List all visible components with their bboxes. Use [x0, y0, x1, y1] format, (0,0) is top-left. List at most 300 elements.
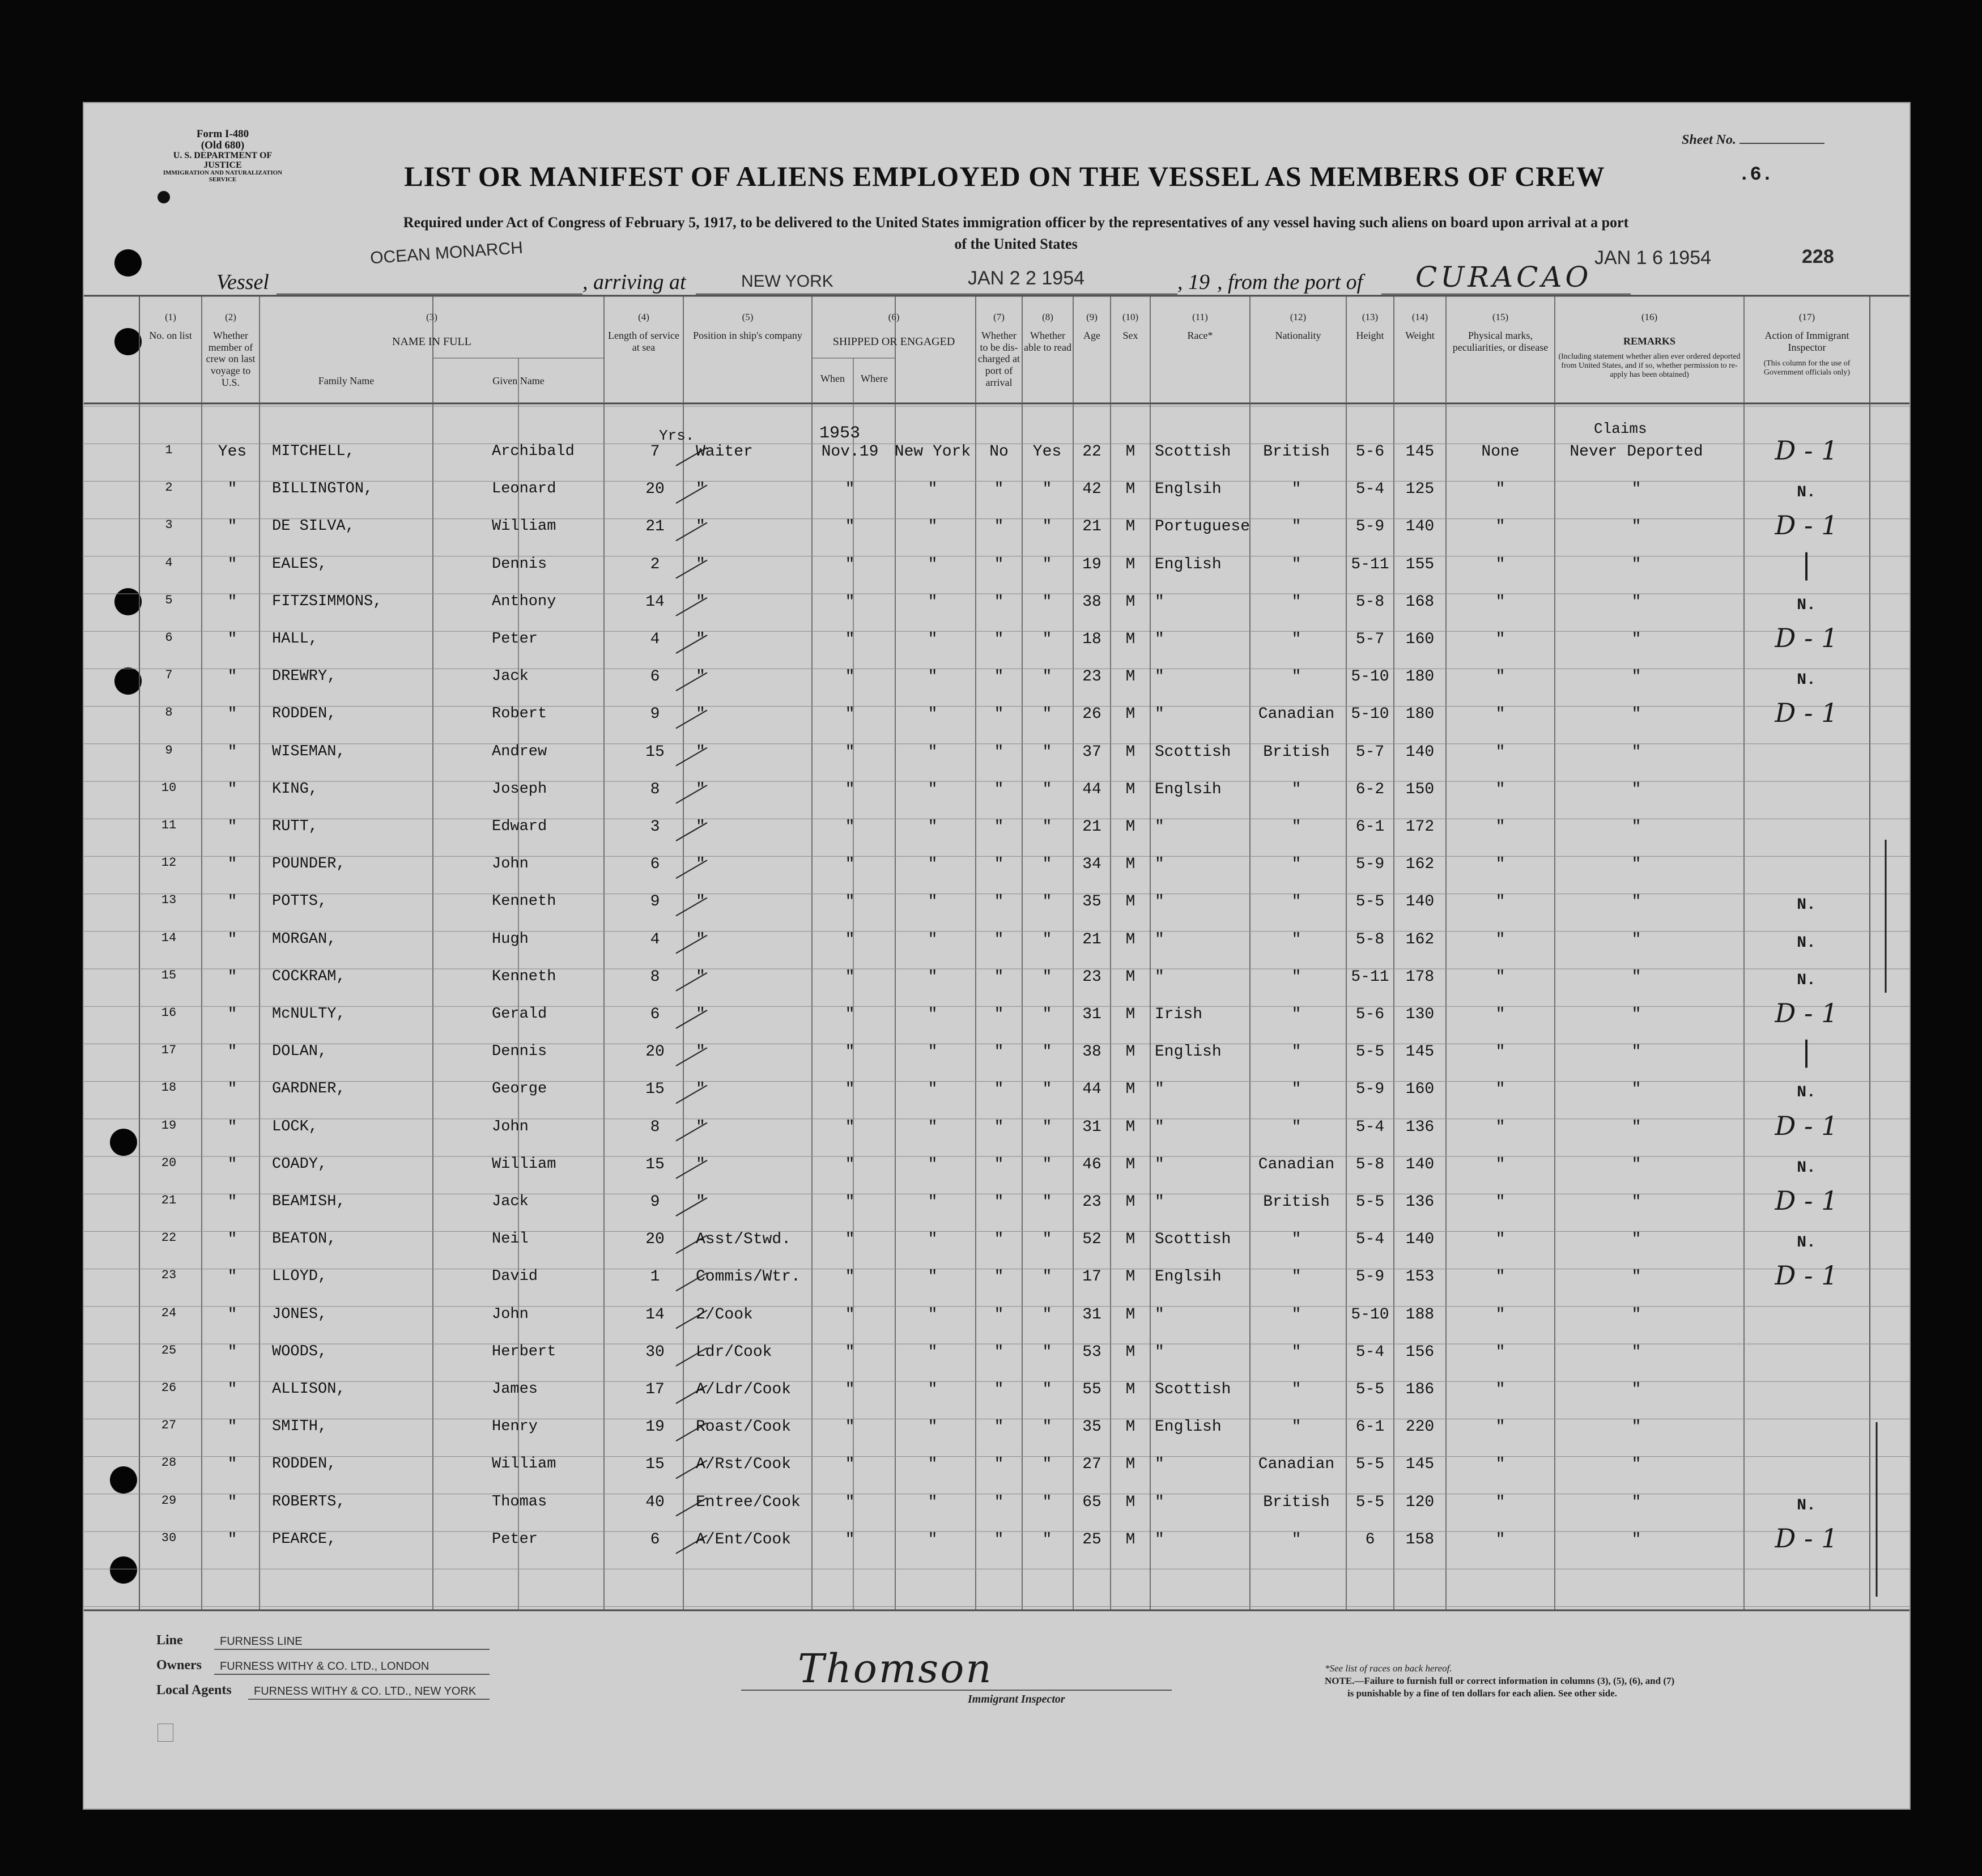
family-name: POTTS,	[272, 893, 328, 911]
discharged: "	[994, 1305, 1004, 1324]
height: 5-10	[1351, 705, 1389, 724]
weight: 180	[1405, 705, 1435, 724]
family-name: SMITH,	[272, 1418, 328, 1436]
sex: M	[1125, 818, 1135, 836]
age: 46	[1082, 1155, 1101, 1173]
inspector-action: D - 1	[1775, 697, 1838, 729]
weight: 145	[1405, 443, 1435, 461]
height: 5-8	[1355, 930, 1385, 948]
given-name: Dennis	[492, 1043, 547, 1061]
column-number: (12)	[1290, 312, 1307, 322]
sex: M	[1125, 518, 1135, 536]
age: 26	[1082, 705, 1101, 724]
family-name: MORGAN,	[272, 930, 337, 948]
given-name: Anthony	[492, 593, 556, 610]
able-to-read: "	[1042, 818, 1052, 836]
family-name: WOODS,	[272, 1343, 328, 1360]
shipped-when: "	[845, 1493, 855, 1511]
remarks: "	[1631, 1193, 1641, 1211]
remarks: Never Deported	[1570, 443, 1703, 461]
able-to-read: "	[1042, 1343, 1052, 1361]
family-name: LLOYD,	[272, 1268, 328, 1286]
row-number: 2	[165, 480, 173, 495]
sex: M	[1125, 743, 1135, 761]
race: "	[1155, 1155, 1164, 1173]
nationality: Canadian	[1258, 1155, 1335, 1173]
physical-marks: "	[1495, 593, 1505, 611]
position: Commis/Wtr.	[696, 1268, 801, 1286]
race: "	[1155, 1193, 1164, 1211]
row-number: 20	[161, 1155, 177, 1170]
shipped-where: "	[928, 743, 938, 761]
shipped-where: "	[928, 818, 938, 836]
service-years: 30	[645, 1343, 665, 1361]
age: 27	[1082, 1456, 1101, 1474]
given-name: David	[492, 1268, 538, 1286]
subheader-family-name: Family Name	[318, 375, 375, 386]
sex: M	[1125, 631, 1135, 648]
departure-port: CURACAO	[1415, 261, 1592, 293]
nationality: "	[1291, 1043, 1302, 1061]
shipped-where: "	[928, 856, 938, 874]
shipped-when: "	[845, 1080, 855, 1099]
physical-marks: "	[1495, 1193, 1505, 1211]
shipped-where: "	[928, 518, 938, 536]
given-name: Hugh	[492, 930, 529, 948]
height: 5-5	[1355, 893, 1385, 911]
shipped-when: "	[845, 780, 855, 798]
shipped-where: "	[928, 780, 938, 798]
remarks: "	[1631, 1530, 1641, 1549]
from-port-label: , from the port of	[1217, 270, 1363, 294]
family-name: DOLAN,	[272, 1043, 328, 1061]
discharged: "	[994, 1043, 1004, 1061]
family-name: EALES,	[272, 555, 328, 573]
position: "	[696, 856, 705, 874]
weight: 140	[1405, 893, 1435, 911]
given-name: Jack	[492, 1193, 529, 1210]
shipped-when: "	[845, 631, 855, 648]
nationality: "	[1291, 1080, 1302, 1099]
position: "	[696, 518, 705, 536]
height: 6	[1365, 1530, 1375, 1549]
race: Englsih	[1155, 480, 1222, 499]
department: U. S. DEPARTMENT OF JUSTICE	[173, 150, 273, 170]
age: 31	[1082, 1305, 1101, 1324]
inspector-action: D - 1	[1775, 623, 1838, 653]
remarks: "	[1631, 780, 1641, 798]
service-years: 15	[645, 1155, 665, 1173]
row-number: 15	[161, 968, 177, 982]
inspector-label: Immigrant Inspector	[968, 1693, 1065, 1705]
weight: 160	[1405, 1080, 1435, 1099]
able-to-read: "	[1042, 1006, 1052, 1023]
nationality: "	[1291, 1381, 1302, 1398]
given-name: William	[492, 518, 556, 535]
height: 5-9	[1355, 1268, 1385, 1286]
given-name: Joseph	[492, 780, 547, 798]
physical-marks: "	[1495, 1231, 1505, 1249]
sex: M	[1125, 1493, 1135, 1511]
remarks: "	[1631, 893, 1641, 911]
given-name: William	[492, 1456, 556, 1473]
shipped-when: "	[845, 518, 855, 536]
column-number: (7)	[993, 312, 1005, 322]
height: 5-11	[1351, 555, 1389, 573]
manifest-sheet	[83, 102, 1911, 1810]
row-number: 9	[165, 743, 173, 758]
race: "	[1155, 668, 1164, 686]
nationality: "	[1291, 593, 1302, 611]
race: Englsih	[1155, 1268, 1222, 1286]
service-years: 9	[650, 705, 660, 724]
last-voyage: "	[227, 1155, 237, 1173]
shipped-when: "	[845, 1043, 855, 1061]
height: 5-4	[1355, 1118, 1385, 1136]
nationality: "	[1291, 631, 1302, 648]
last-voyage: "	[227, 705, 237, 724]
able-to-read: "	[1042, 1193, 1052, 1211]
shipped-where: "	[928, 1118, 938, 1136]
nationality: "	[1291, 1530, 1302, 1549]
given-name: James	[492, 1381, 538, 1398]
service-years: 21	[645, 518, 665, 536]
weight: 155	[1405, 555, 1435, 573]
shipped-where: "	[928, 1006, 938, 1023]
race: "	[1155, 1530, 1164, 1549]
shipped-where: "	[928, 1193, 938, 1211]
inspector-action: N.	[1797, 1084, 1816, 1102]
inspector-action: N.	[1797, 671, 1816, 690]
shipped-when: "	[845, 705, 855, 724]
height: 5-7	[1355, 743, 1385, 761]
remarks: "	[1631, 1155, 1641, 1173]
column-header: Sex	[1122, 330, 1138, 341]
service-years: 6	[650, 1006, 660, 1023]
shipped-when: "	[845, 593, 855, 611]
shipped-where: "	[928, 1231, 938, 1249]
weight: 140	[1405, 1155, 1435, 1173]
race: Englsih	[1155, 780, 1222, 798]
family-name: BEATON,	[272, 1231, 337, 1248]
given-name: Thomas	[492, 1493, 547, 1511]
column-number: (10)	[1122, 312, 1139, 322]
discharged: "	[994, 705, 1004, 724]
able-to-read: "	[1042, 1381, 1052, 1398]
column-number: (8)	[1042, 312, 1053, 322]
position: "	[696, 480, 705, 499]
shipped-when: "	[845, 555, 855, 573]
inspector-action: N.	[1797, 596, 1816, 614]
height: 5-8	[1355, 1155, 1385, 1173]
row-number: 24	[161, 1305, 177, 1320]
column-number: (13)	[1362, 312, 1379, 322]
inspector-action: N.	[1797, 934, 1816, 952]
row-number: 16	[161, 1006, 177, 1020]
physical-marks: "	[1495, 1343, 1505, 1361]
position: "	[696, 705, 705, 724]
column-number: (6)	[888, 312, 900, 322]
discharged: "	[994, 1231, 1004, 1249]
sex: M	[1125, 668, 1135, 686]
shipped-where: "	[928, 1080, 938, 1099]
last-voyage: "	[227, 1381, 237, 1398]
height: 6-1	[1355, 1418, 1385, 1436]
weight: 180	[1405, 668, 1435, 686]
row-number: 29	[161, 1493, 177, 1508]
family-name: COADY,	[272, 1155, 328, 1173]
discharged: "	[994, 1343, 1004, 1361]
column-header: Weight	[1405, 330, 1435, 341]
height: 5-5	[1355, 1193, 1385, 1211]
service: IMMIGRATION AND NATURALIZATION SERVICE	[163, 169, 283, 184]
discharged: "	[994, 1080, 1004, 1099]
race: Portuguese	[1155, 518, 1251, 536]
physical-marks: "	[1495, 1006, 1505, 1023]
service-years: 20	[645, 1231, 665, 1249]
inspector-action: D - 1	[1775, 1260, 1838, 1291]
position: A/Rst/Cook	[696, 1456, 792, 1474]
year-label: , 19	[1177, 270, 1210, 294]
row-number: 18	[161, 1080, 177, 1095]
service-years: 14	[645, 593, 665, 611]
shipped-when: Nov.19	[821, 443, 879, 461]
inspector-action: N.	[1797, 484, 1816, 502]
height: 5-6	[1355, 1006, 1385, 1023]
column-header: Whether able to read	[1024, 330, 1071, 353]
years-unit-label: Yrs.	[659, 427, 695, 444]
column-number: (1)	[165, 312, 176, 322]
remarks: "	[1631, 593, 1641, 611]
sex: M	[1125, 968, 1135, 986]
physical-marks: "	[1495, 1381, 1505, 1398]
claims-label: Claims	[1594, 420, 1647, 437]
action-note: (This column for the use of Government officials only)	[1763, 359, 1851, 377]
given-name: Andrew	[492, 743, 547, 760]
race: "	[1155, 1493, 1164, 1511]
row-number: 25	[161, 1343, 177, 1358]
service-years: 4	[650, 930, 660, 948]
age: 35	[1082, 893, 1101, 911]
remarks: "	[1631, 968, 1641, 986]
weight: 168	[1405, 593, 1435, 611]
column-header: Whether to be dis-charged at port of arrival	[977, 330, 1020, 388]
race: "	[1155, 1118, 1164, 1136]
given-name: Peter	[492, 631, 538, 648]
remarks: "	[1631, 1268, 1641, 1286]
height: 5-10	[1351, 668, 1389, 686]
physical-marks: "	[1495, 631, 1505, 648]
sex: M	[1125, 1418, 1135, 1436]
column-number: (3)	[426, 312, 437, 322]
last-voyage: "	[227, 818, 237, 836]
service-years: 7	[650, 443, 660, 461]
remarks: "	[1631, 631, 1641, 648]
shipped-when: "	[845, 743, 855, 761]
remarks: "	[1631, 1231, 1641, 1249]
column-number: (11)	[1192, 312, 1208, 322]
sex: M	[1125, 930, 1135, 948]
last-voyage: "	[227, 856, 237, 874]
age: 17	[1082, 1268, 1101, 1286]
able-to-read: "	[1042, 780, 1052, 798]
service-years: 9	[650, 893, 660, 911]
column-number: (4)	[638, 312, 649, 322]
row-number: 5	[165, 593, 173, 607]
family-name: BILLINGTON,	[272, 480, 373, 498]
row-number: 1	[165, 443, 173, 457]
last-voyage: "	[227, 1456, 237, 1474]
position: "	[696, 1043, 705, 1061]
given-name: Archibald	[492, 443, 575, 460]
inspector-action: |	[1801, 1035, 1811, 1069]
race: "	[1155, 1305, 1164, 1324]
physical-marks: "	[1495, 705, 1505, 724]
sex: M	[1125, 856, 1135, 874]
position: "	[696, 893, 705, 911]
race: "	[1155, 631, 1164, 648]
shipped-where: "	[928, 1305, 938, 1324]
nationality: British	[1263, 443, 1330, 461]
column-header: Whether member of crew on last voyage to U.S.	[206, 330, 256, 388]
physical-marks: "	[1495, 930, 1505, 948]
owners-label: Owners	[156, 1658, 202, 1673]
shipped-where: "	[928, 593, 938, 611]
agents-value: FURNESS WITHY & CO. LTD., NEW YORK	[254, 1685, 477, 1698]
subheader-when: When	[820, 373, 845, 384]
remarks: "	[1631, 1080, 1641, 1099]
service-years: 8	[650, 968, 660, 986]
discharged: "	[994, 893, 1004, 911]
row-number: 11	[161, 818, 177, 832]
race: "	[1155, 1456, 1164, 1474]
sex: M	[1125, 443, 1135, 461]
last-voyage: "	[227, 780, 237, 798]
race: "	[1155, 968, 1164, 986]
given-name: Kenneth	[492, 968, 556, 985]
printer-mark	[158, 1724, 173, 1742]
position: Asst/Stwd.	[696, 1231, 792, 1249]
nationality: "	[1291, 893, 1302, 911]
last-voyage: "	[227, 668, 237, 686]
service-years: 15	[645, 1080, 665, 1099]
weight: 120	[1405, 1493, 1435, 1511]
shipped-where: "	[928, 1043, 938, 1061]
shipped-where: "	[928, 705, 938, 724]
weight: 140	[1405, 518, 1435, 536]
remarks: "	[1631, 743, 1641, 761]
race: "	[1155, 593, 1164, 611]
sex: M	[1125, 1155, 1135, 1173]
inspector-action: |	[1801, 547, 1811, 581]
nationality: "	[1291, 1231, 1302, 1249]
height: 5-11	[1351, 968, 1389, 986]
inspector-action: D - 1	[1775, 1185, 1838, 1216]
discharged: "	[994, 593, 1004, 611]
able-to-read: "	[1042, 1268, 1052, 1286]
last-voyage: "	[227, 480, 237, 499]
column-header: Height	[1356, 330, 1384, 341]
last-voyage: "	[227, 631, 237, 648]
nationality: "	[1291, 480, 1302, 499]
weight: 153	[1405, 1268, 1435, 1286]
age: 31	[1082, 1006, 1101, 1023]
age: 19	[1082, 555, 1101, 573]
family-name: FITZSIMMONS,	[272, 593, 382, 610]
sex: M	[1125, 555, 1135, 573]
height: 5-4	[1355, 1343, 1385, 1361]
sex: M	[1125, 593, 1135, 611]
position: "	[696, 743, 705, 761]
remarks: "	[1631, 1418, 1641, 1436]
remarks: "	[1631, 555, 1641, 573]
service-years: 20	[645, 1043, 665, 1061]
footnotes	[1325, 1662, 1880, 1700]
physical-marks: "	[1495, 893, 1505, 911]
position: A/Ent/Cook	[696, 1530, 792, 1549]
shipped-where: "	[928, 1493, 938, 1511]
discharged: "	[994, 555, 1004, 573]
column-header: Length of service at sea	[608, 330, 679, 353]
given-name: Kenneth	[492, 893, 556, 911]
weight: 162	[1405, 856, 1435, 874]
inspector-action: D - 1	[1775, 998, 1838, 1028]
physical-marks: "	[1495, 518, 1505, 536]
last-voyage: Yes	[218, 443, 247, 461]
family-name: RODDEN,	[272, 1456, 337, 1473]
family-name: McNULTY,	[272, 1006, 346, 1023]
shipped-where: "	[928, 893, 938, 911]
discharged: No	[989, 443, 1009, 461]
position: "	[696, 555, 705, 573]
shipped-when: "	[845, 1343, 855, 1361]
able-to-read: "	[1042, 668, 1052, 686]
form-number: Form I-480	[196, 128, 249, 140]
position: "	[696, 593, 705, 611]
service-years: 15	[645, 1456, 665, 1474]
weight: 156	[1405, 1343, 1435, 1361]
service-years: 17	[645, 1381, 665, 1398]
inspector-action: N.	[1797, 971, 1816, 989]
family-name: POUNDER,	[272, 856, 346, 873]
able-to-read: "	[1042, 1493, 1052, 1511]
subheader-where: Where	[861, 373, 888, 384]
column-header: Nationality	[1275, 330, 1321, 341]
subtitle-line-2: of the United States	[954, 235, 1078, 252]
family-name: DE SILVA,	[272, 518, 355, 535]
position: "	[696, 1006, 705, 1023]
weight: 125	[1405, 480, 1435, 499]
able-to-read: "	[1042, 1155, 1052, 1173]
inspector-action: N.	[1797, 1496, 1816, 1515]
last-voyage: "	[227, 1268, 237, 1286]
column-number: (16)	[1641, 312, 1658, 322]
inspector-action: N.	[1797, 1234, 1816, 1252]
page-title: LIST OR MANIFEST OF ALIENS EMPLOYED ON THE VESSEL AS MEMBERS OF CREW	[404, 160, 1605, 192]
sex: M	[1125, 705, 1135, 724]
shipped-when: "	[845, 818, 855, 836]
discharged: "	[994, 518, 1004, 536]
last-voyage: "	[227, 1530, 237, 1549]
shipped-when: "	[845, 1456, 855, 1474]
physical-marks: "	[1495, 968, 1505, 986]
discharged: "	[994, 1193, 1004, 1211]
position: "	[696, 780, 705, 798]
row-number: 19	[161, 1118, 177, 1133]
signature-underline	[741, 1690, 1172, 1691]
height: 5-8	[1355, 593, 1385, 611]
shipped-where: "	[928, 555, 938, 573]
